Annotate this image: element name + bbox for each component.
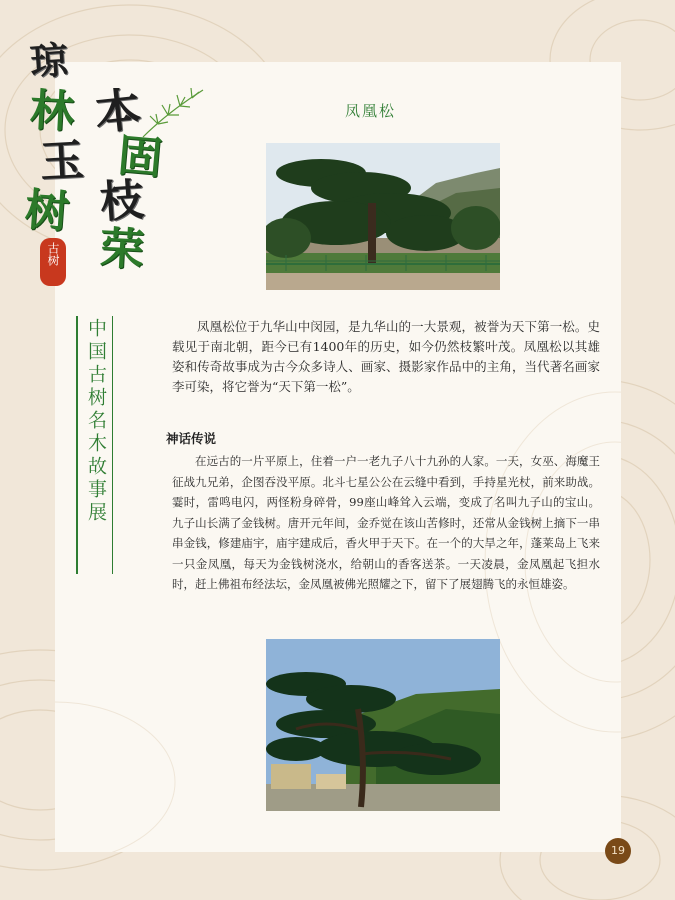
phoenix-pine-photo-top	[266, 143, 500, 290]
red-seal-stamp	[40, 238, 66, 286]
page-number-badge: 19	[605, 838, 631, 864]
exhibition-side-title	[76, 316, 113, 574]
article-title: 凤凰松	[345, 102, 397, 120]
legend-heading: 神话传说	[166, 431, 217, 446]
intro-paragraph: 凤凰松位于九华山中闵园，是九华山的一大景观，被誉为天下第一松。史载见于南北朝，距今已有1400年的历史，如今仍然枝繁叶茂。凤凰松以其雄姿和传奇故事成为古今众多诗人、画家、摄影家作品中的主角，当代著名画家李可染，将它誉为“天下第一松”。	[172, 319, 600, 394]
pine-sprig-icon	[138, 82, 208, 142]
calligraphy-char: 琼	[28, 36, 70, 85]
calligraphy-char: 荣	[98, 222, 146, 277]
calligraphy-char: 林	[28, 84, 76, 139]
calligraphy-char: 固	[115, 130, 165, 185]
phoenix-pine-photo-bottom	[266, 639, 500, 811]
calligraphy-char: 树	[23, 184, 71, 239]
legend-paragraph: 在远古的一片平原上，住着一户一老九子八十九孙的人家。一天，女巫、海魔王征战九兄弟，企图吞没平原。北斗七星公公在云缝中看到，手持星光杖，前来助战。霎时，雷鸣电闪，两怪粉身碎骨，99座山峰耸入云端，变成了名叫九子山的宝山。九子山长满了金钱树。唐开元年间，金乔觉在该山苦修时，还常从金钱树上摘下一串串金钱，修建庙宇，庙宇建成后，香火甲于天下。在一个的大旱之年，蓬莱岛上飞来一只金凤凰，每天为金钱树浇水，给朝山的香客送茶。一天凌晨，金凤凰起飞担水时，赶上佛祖布经法坛，金凤凰被佛光照耀之下，留下了展翅腾飞的永恒雄姿。	[172, 454, 600, 591]
calligraphy-char: 枝	[98, 174, 146, 229]
seal-text: 古树	[46, 242, 60, 266]
side-title-text: 中国古树名木故事展	[85, 318, 107, 525]
calligraphy-char: 本	[92, 81, 144, 141]
calligraphy-char: 玉	[38, 134, 86, 189]
